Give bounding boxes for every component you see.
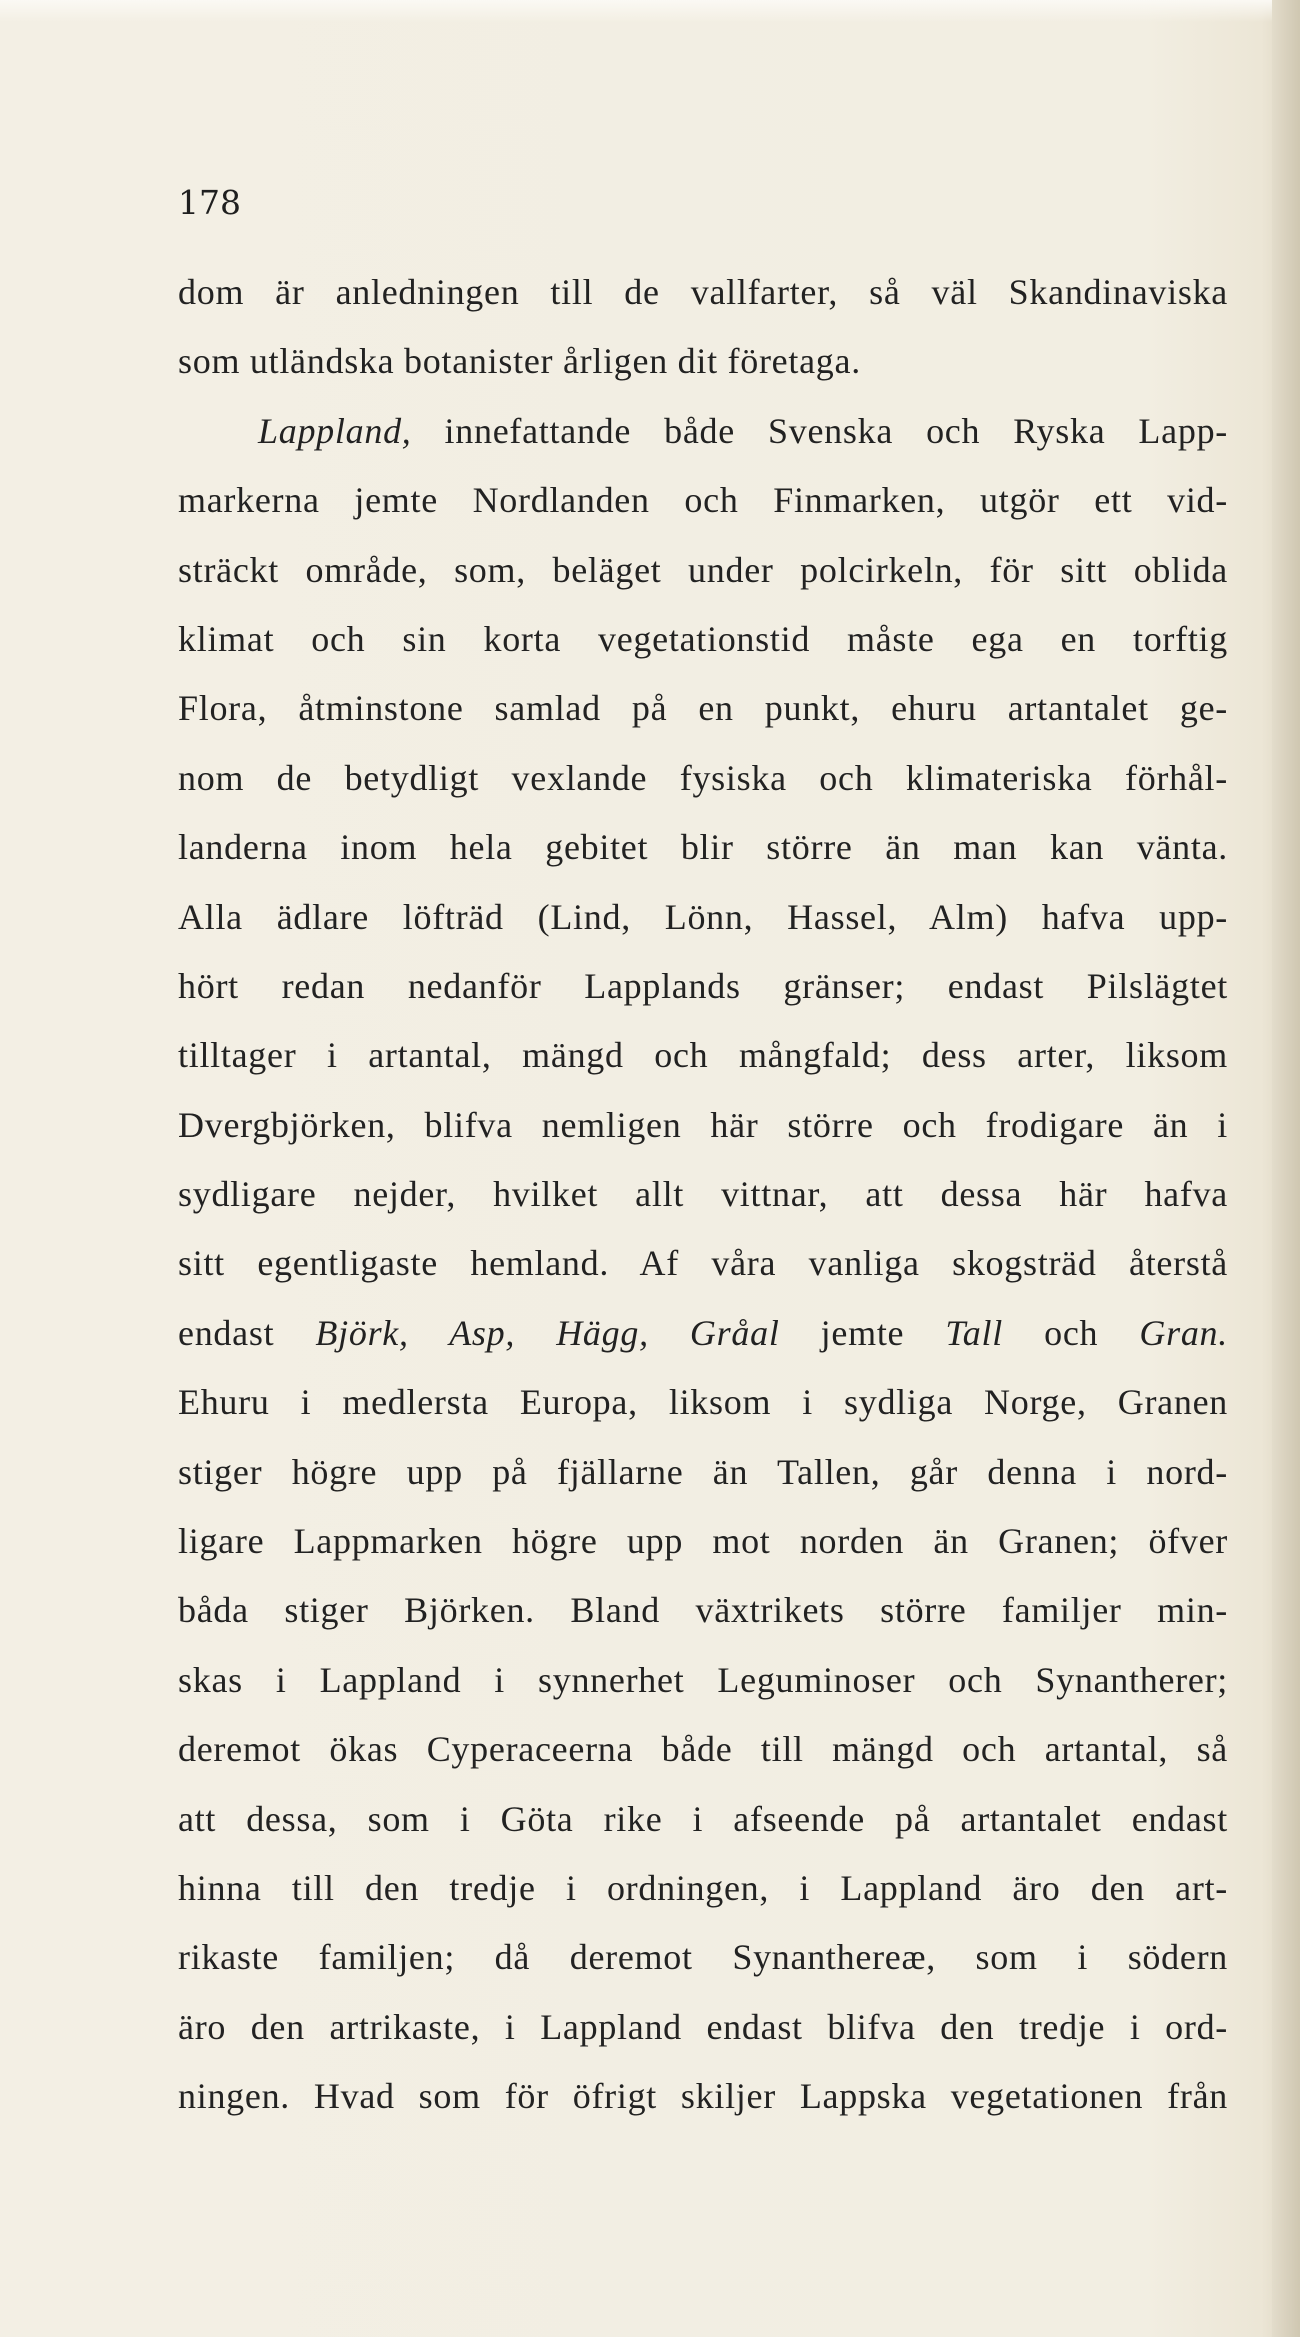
text-run: jemte: [779, 1312, 946, 1353]
text-run: tilltager i artantal, mängd och mångfald; dess arter, liksom: [178, 1035, 1228, 1076]
text-run: markerna jemte Nordlanden och Finmarken, utgör ett vid-: [178, 480, 1228, 521]
page-top-highlight: [0, 0, 1300, 22]
text-line: [178, 1229, 1228, 1298]
text-line: [178, 327, 1228, 396]
text-run: Ehuru i medlersta Europa, liksom i sydliga Norge, Granen: [178, 1382, 1228, 1423]
text-line: [178, 1091, 1228, 1160]
text-line: [178, 813, 1228, 882]
text-run: deremot ökas Cyperaceerna både till mängd och artantal, så: [178, 1729, 1228, 1770]
text-line: [178, 605, 1228, 674]
text-run: endast: [178, 1312, 316, 1353]
italic-text: Tall: [945, 1312, 1003, 1353]
text-run: ningen. Hvad som för öfrigt skiljer Lappska vegetationen från: [178, 2076, 1228, 2117]
text-line: [178, 1785, 1228, 1854]
text-run: båda stiger Björken. Bland växtrikets större familjer min-: [178, 1590, 1228, 1631]
text-line: [178, 1021, 1228, 1090]
text-run: hinna till den tredje i ordningen, i Lappland äro den art-: [178, 1867, 1228, 1908]
text-run: skas i Lappland i synnerhet Leguminoser och Synantherer;: [178, 1659, 1228, 1700]
page-number: 178: [178, 183, 241, 222]
text-run: klimat och sin korta vegetationstid måste ega en torftig: [178, 618, 1228, 659]
text-run: Alla ädlare löfträd (Lind, Lönn, Hassel, Alm) hafva upp-: [178, 896, 1228, 937]
text-run: hört redan nedanför Lapplands gränser; endast Pilslägtet: [178, 965, 1228, 1006]
text-line: [178, 1854, 1228, 1923]
text-line: [178, 883, 1228, 952]
text-run: att dessa, som i Göta rike i afseende på artantalet endast: [178, 1798, 1228, 1839]
text-run: landerna inom hela gebitet blir större än man kan vänta.: [178, 827, 1228, 868]
page-edge-shadow: [1272, 0, 1300, 2337]
italic-text: Lappland,: [258, 410, 412, 451]
text-line: [178, 1160, 1228, 1229]
text-run: äro den artrikaste, i Lappland endast blifva den tredje i ord-: [178, 2006, 1228, 2047]
text-line: [178, 674, 1228, 743]
text-run: innefattande både Svenska och Ryska Lapp-: [411, 410, 1228, 451]
text-line: [178, 1507, 1228, 1576]
text-run: rikaste familjen; då deremot Synanthereæ, som i södern: [178, 1937, 1228, 1978]
text-run: stiger högre upp på fjällarne än Tallen, går denna i nord-: [178, 1451, 1228, 1492]
text-line: [178, 1923, 1228, 1992]
text-line: [178, 466, 1228, 535]
text-line: [178, 1368, 1228, 1437]
text-line: [178, 2062, 1228, 2131]
italic-text: Björk, Asp, Hägg, Gråal: [315, 1312, 780, 1353]
text-line: [178, 536, 1228, 605]
text-line: [178, 1299, 1228, 1368]
text-line: [178, 1993, 1228, 2062]
text-run: ligare Lappmarken högre upp mot norden än Granen; öfver: [178, 1521, 1228, 1562]
text-line: [178, 258, 1228, 327]
text-run: nom de betydligt vexlande fysiska och klimateriska förhål-: [178, 757, 1228, 798]
text-run: Dvergbjörken, blifva nemligen här större och frodigare än i: [178, 1104, 1228, 1145]
body-text: [178, 258, 1228, 2132]
text-run: och: [1002, 1312, 1140, 1353]
text-line: [178, 1438, 1228, 1507]
text-line: [178, 397, 1228, 466]
text-run: som utländska botanister årligen dit företaga.: [178, 341, 861, 382]
text-line: [178, 1646, 1228, 1715]
text-line: [178, 1715, 1228, 1784]
text-line: [178, 952, 1228, 1021]
text-run: Flora, åtminstone samlad på en punkt, ehuru artantalet ge-: [178, 688, 1228, 729]
text-run: sträckt område, som, beläget under polcirkeln, för sitt oblida: [178, 549, 1228, 590]
italic-text: Gran.: [1139, 1312, 1228, 1353]
text-run: sitt egentligaste hemland. Af våra vanliga skogsträd återstå: [178, 1243, 1228, 1284]
text-run: sydligare nejder, hvilket allt vittnar, att dessa här hafva: [178, 1174, 1228, 1215]
text-line: [178, 744, 1228, 813]
text-run: dom är anledningen till de vallfarter, så väl Skandinaviska: [178, 272, 1228, 312]
text-line: [178, 1576, 1228, 1645]
